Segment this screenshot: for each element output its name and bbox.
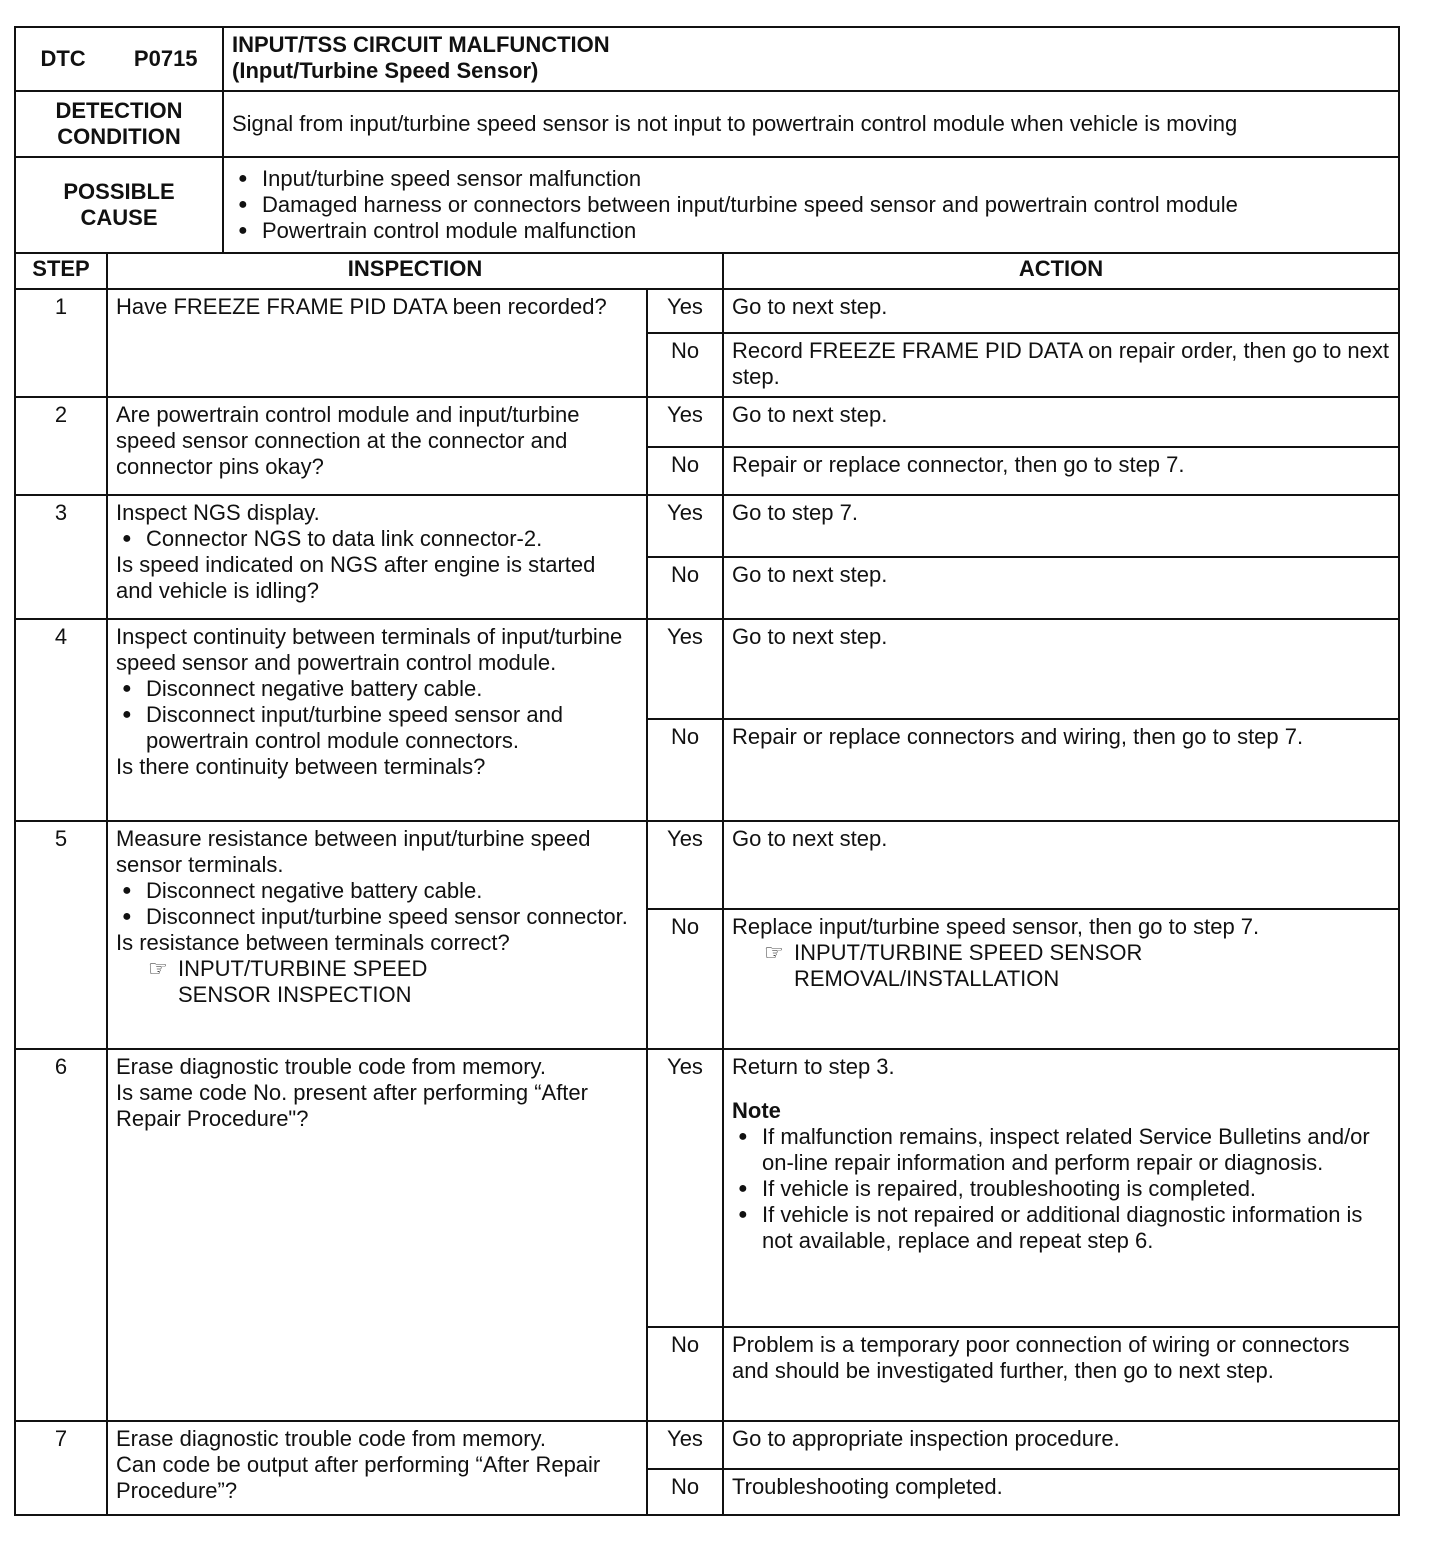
table-row	[15, 289, 1399, 333]
note-item: ● If malfunction remains, inspect related Service Bulletins and/or on-line repair information and perform repair or diagnosis.	[732, 1124, 1390, 1176]
note-title: Note	[732, 1098, 781, 1123]
cause-item: ● Input/turbine speed sensor malfunction	[232, 166, 1390, 192]
inspection-question: Can code be output after performing “After Repair Procedure”?	[116, 1452, 601, 1503]
cause-label-line-2: CAUSE	[80, 205, 158, 230]
yes-action: Return to step 3.	[732, 1054, 895, 1079]
dtc-title: INPUT/TSS CIRCUIT MALFUNCTION	[232, 32, 610, 57]
inspection-text	[107, 1049, 647, 1421]
cause-item: ● Damaged harness or connectors between input/turbine speed sensor and powertrain control module	[232, 192, 1390, 218]
table-row	[15, 1421, 1399, 1469]
reference-text-line-2: SENSOR INSPECTION	[178, 982, 412, 1007]
inspection-bullet: ● Disconnect negative battery cable.	[116, 676, 638, 702]
possible-cause-list	[232, 166, 1390, 244]
yes-label: Yes	[647, 619, 723, 719]
note-item: ● If vehicle is not repaired or additional diagnostic information is not available, replace and repeat step 6.	[732, 1202, 1390, 1254]
no-action: Record FREEZE FRAME PID DATA on repair order, then go to next step.	[723, 333, 1399, 397]
detection-condition-text: Signal from input/turbine speed sensor is not input to powertrain control module when vehicle is moving	[223, 91, 1399, 157]
pointing-hand-icon: ☞	[764, 940, 784, 965]
yes-action: Go to next step.	[723, 821, 1399, 909]
step-number: 4	[15, 619, 107, 821]
yes-label: Yes	[647, 289, 723, 333]
no-label: No	[647, 557, 723, 619]
dtc-document	[14, 26, 1400, 1516]
detection-label-line-1: DETECTION	[55, 98, 183, 123]
no-action: Problem is a temporary poor connection of wiring or connectors and should be investigated further, then go to next step.	[723, 1327, 1399, 1421]
step-number: 2	[15, 397, 107, 495]
no-label: No	[647, 1327, 723, 1421]
yes-label: Yes	[647, 1049, 723, 1327]
dtc-code: P0715	[133, 46, 198, 71]
inspection-question: Is there continuity between terminals?	[116, 754, 486, 779]
no-action: Go to next step.	[723, 557, 1399, 619]
no-label: No	[647, 333, 723, 397]
possible-cause-label	[15, 157, 223, 253]
reference-link[interactable]	[116, 956, 638, 1008]
no-label: No	[647, 1469, 723, 1515]
yes-action-cell	[723, 1049, 1399, 1327]
dtc-header-table	[14, 26, 1400, 254]
note-list	[732, 1124, 1390, 1254]
inspection-steps-table	[14, 252, 1400, 1516]
yes-label: Yes	[647, 821, 723, 909]
dtc-code-cell	[15, 27, 223, 91]
no-action: Repair or replace connector, then go to step 7.	[723, 447, 1399, 495]
inspection-bullets	[116, 878, 638, 930]
step-number: 7	[15, 1421, 107, 1515]
inspection-text	[107, 1421, 647, 1515]
table-header-row	[15, 253, 1399, 289]
yes-action: Go to next step.	[723, 619, 1399, 719]
no-action: Repair or replace connectors and wiring, then go to step 7.	[723, 719, 1399, 821]
detection-condition-label	[15, 91, 223, 157]
yes-action: Go to step 7.	[723, 495, 1399, 557]
reference-text-line-2: REMOVAL/INSTALLATION	[794, 966, 1060, 991]
reference-text-line-1: INPUT/TURBINE SPEED SENSOR	[794, 940, 1143, 965]
dtc-subtitle: (Input/Turbine Speed Sensor)	[232, 58, 539, 83]
inspection-text: Are powertrain control module and input/turbine speed sensor connection at the connector and connector pins okay?	[107, 397, 647, 495]
inspection-instruction: Inspect continuity between terminals of input/turbine speed sensor and powertrain control module.	[116, 624, 623, 675]
step-column-header: STEP	[15, 253, 107, 289]
inspection-bullets	[116, 676, 638, 754]
inspection-bullet: ● Disconnect input/turbine speed sensor connector.	[116, 904, 638, 930]
pointing-hand-icon: ☞	[148, 956, 168, 981]
dtc-label: DTC	[40, 46, 86, 71]
yes-action: Go to next step.	[723, 397, 1399, 447]
no-label: No	[647, 447, 723, 495]
detection-label-line-2: CONDITION	[57, 124, 181, 149]
inspection-bullet: ● Disconnect negative battery cable.	[116, 878, 638, 904]
note-item: ● If vehicle is repaired, troubleshooting is completed.	[732, 1176, 1390, 1202]
yes-label: Yes	[647, 495, 723, 557]
reference-text-line-1: INPUT/TURBINE SPEED	[178, 956, 428, 981]
inspection-instruction: Erase diagnostic trouble code from memory.	[116, 1054, 546, 1079]
step-number: 5	[15, 821, 107, 1049]
no-label: No	[647, 719, 723, 821]
yes-action: Go to appropriate inspection procedure.	[723, 1421, 1399, 1469]
inspection-bullet: ● Disconnect input/turbine speed sensor and powertrain control module connectors.	[116, 702, 638, 754]
inspection-text	[107, 821, 647, 1049]
inspection-column-header: INSPECTION	[107, 253, 723, 289]
inspection-question: Is resistance between terminals correct?	[116, 930, 510, 955]
table-row	[15, 397, 1399, 447]
inspection-instruction: Measure resistance between input/turbine speed sensor terminals.	[116, 826, 591, 877]
yes-action: Go to next step.	[723, 289, 1399, 333]
step-number: 6	[15, 1049, 107, 1421]
inspection-bullets	[116, 526, 638, 552]
possible-cause-list-cell	[223, 157, 1399, 253]
inspection-bullet: ● Connector NGS to data link connector-2.	[116, 526, 638, 552]
inspection-text: Have FREEZE FRAME PID DATA been recorded?	[107, 289, 647, 397]
no-action-cell	[723, 909, 1399, 1049]
inspection-text	[107, 495, 647, 619]
table-row	[15, 619, 1399, 719]
inspection-question: Is speed indicated on NGS after engine is started and vehicle is idling?	[116, 552, 596, 603]
action-column-header: ACTION	[723, 253, 1399, 289]
inspection-question: Is same code No. present after performing “After Repair Procedure"?	[116, 1080, 588, 1131]
inspection-text	[107, 619, 647, 821]
reference-link[interactable]	[732, 940, 1390, 992]
dtc-title-cell	[223, 27, 1399, 91]
yes-label: Yes	[647, 397, 723, 447]
inspection-instruction: Inspect NGS display.	[116, 500, 320, 525]
no-action: Troubleshooting completed.	[723, 1469, 1399, 1515]
no-label: No	[647, 909, 723, 1049]
table-row	[15, 1049, 1399, 1327]
inspection-instruction: Erase diagnostic trouble code from memory.	[116, 1426, 546, 1451]
cause-label-line-1: POSSIBLE	[63, 179, 175, 204]
yes-label: Yes	[647, 1421, 723, 1469]
table-row	[15, 495, 1399, 557]
step-number: 3	[15, 495, 107, 619]
no-action: Replace input/turbine speed sensor, then go to step 7.	[732, 914, 1260, 939]
table-row	[15, 821, 1399, 909]
cause-item: ● Powertrain control module malfunction	[232, 218, 1390, 244]
step-number: 1	[15, 289, 107, 397]
